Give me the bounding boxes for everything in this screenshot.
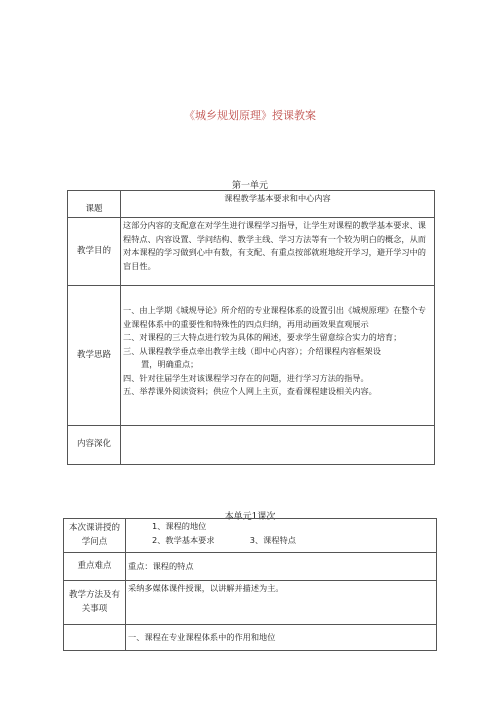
approach-item: 五、举荐课外阅读资料；供应个人网上主页，查看课程建设相关内容。	[123, 386, 377, 396]
topic-item: 1、课程的地位	[152, 521, 207, 531]
unit-plan-table	[67, 190, 435, 465]
session-heading: 本单元1课次	[224, 512, 276, 522]
unit-heading: 第一单元	[231, 181, 268, 191]
document-title: 《城乡规划原理》授课教案	[184, 109, 316, 122]
approach-item: 一、由上学期《城规导论》所介绍的专业课程体系的设置引出《城规原理》在整个专业课程体系中的重要性和特殊性的四点归纳，再用动画效果直观展示	[123, 305, 426, 329]
topics-cell	[126, 519, 437, 553]
topic-item: 3、课程特点	[249, 534, 296, 545]
session-plan-table	[63, 518, 437, 651]
goal-label: 教学目的	[68, 218, 121, 286]
method-label: 教学方法及有关事项	[64, 581, 126, 625]
keypoint-text: 重点：课程的特点	[126, 553, 437, 581]
approach-cell	[121, 286, 435, 426]
topic-row	[152, 534, 434, 548]
section-text: 一、课程在专业课程体系中的作用和地位	[126, 625, 437, 651]
deepen-label: 内容深化	[68, 426, 121, 465]
goal-text: 这部分内容的支配意在对学生进行课程学习指导，让学生对课程的教学基本要求、课程特点、内容设置、学问结构、教学主线、学习方法等有一个较为明白的概念，从而对本课程的学习做到心中有数，有支配、有重点按部就班地绽开学习，避开学习中的盲目性。	[121, 218, 435, 286]
approach-item: 置，明确重点；	[141, 359, 199, 369]
deepen-text	[121, 426, 435, 465]
topic-value: 课程教学基本要求和中心内容	[121, 191, 435, 218]
method-text: 采纳多媒体课件授课，以讲解并描述为主。	[126, 581, 437, 625]
topic-label: 课题	[68, 191, 121, 218]
approach-item: 三、从课程教学垂点牵出教学主线（即中心内容）；介绍课程内容框架设	[123, 345, 381, 356]
topic-item: 2、教学基本要求	[152, 534, 215, 545]
keypoint-label: 重点难点	[64, 553, 126, 581]
approach-item: 四、针对往届学生对该课程学习存在的问题，进行学习方法的指导。	[123, 372, 369, 383]
approach-label: 教学思路	[68, 286, 121, 426]
topics-label: 本次课讲授的学问点	[64, 519, 126, 553]
approach-item: 二、对课程的三大特点进行较为具体的阐述，要求学生留意综合实力的培育；	[123, 332, 402, 342]
section-label-cell	[64, 625, 126, 651]
